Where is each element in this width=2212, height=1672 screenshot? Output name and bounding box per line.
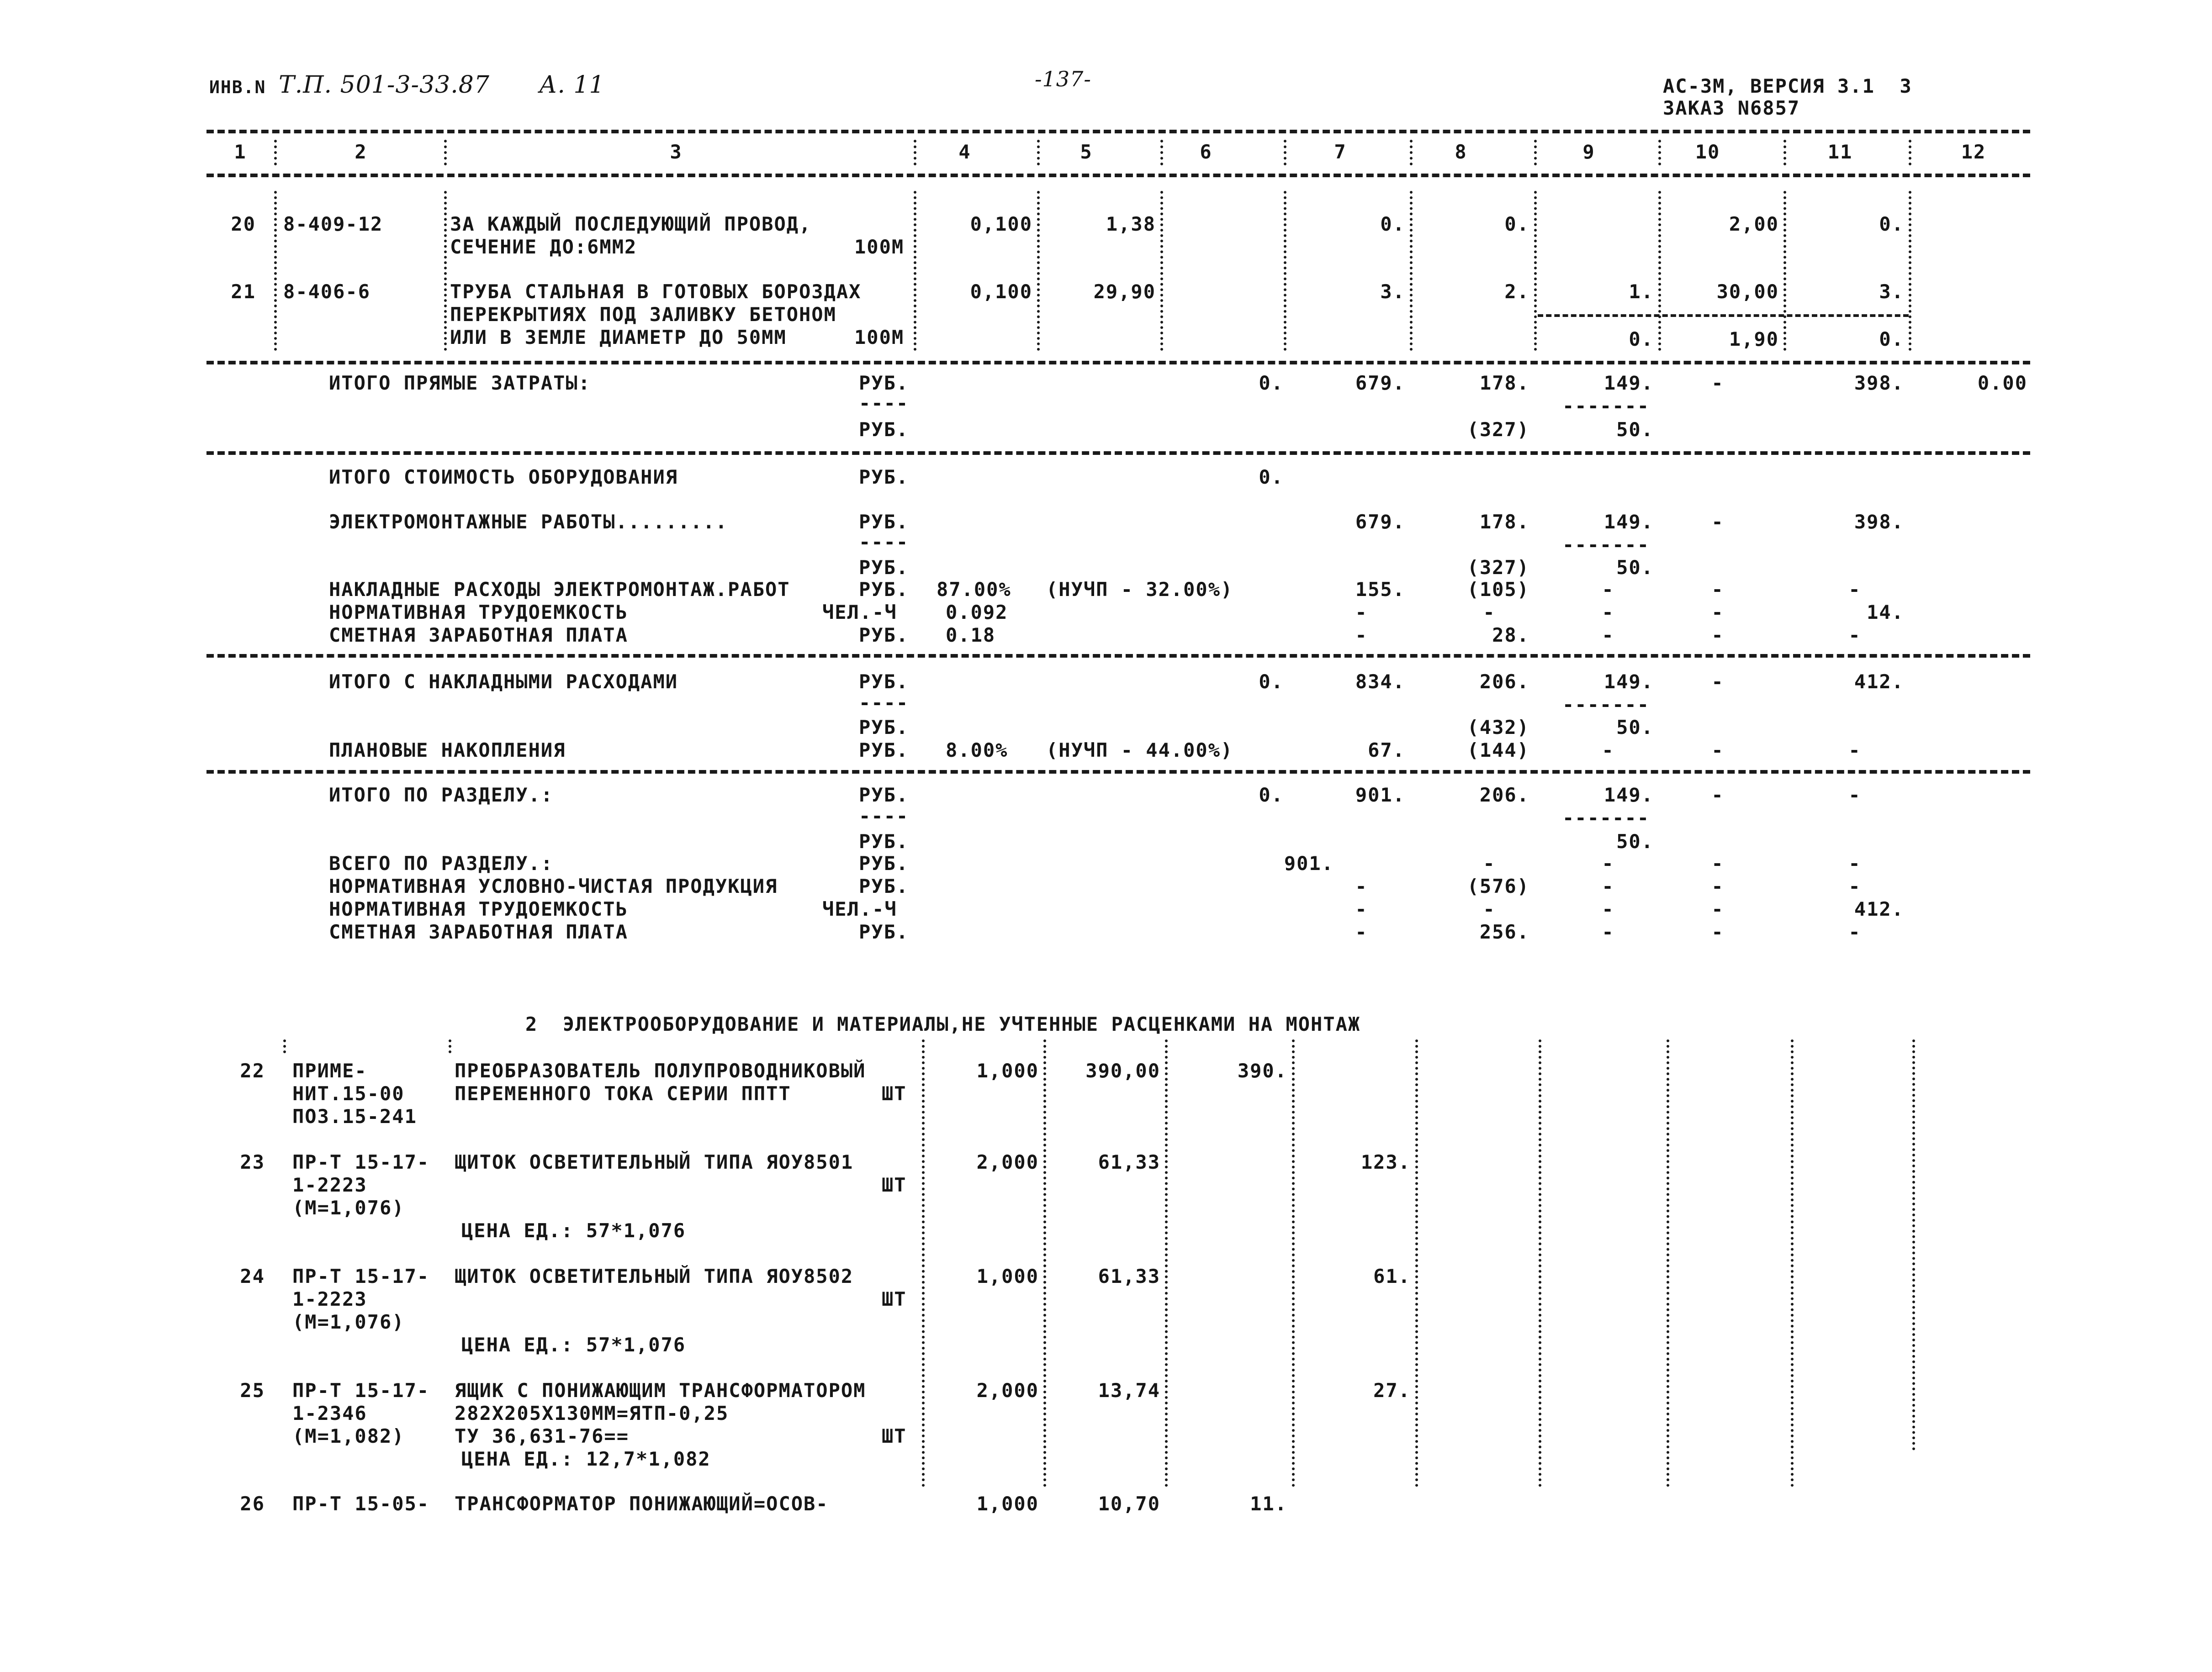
quantity: 2,000: [976, 1151, 1039, 1173]
dash-marker: -------: [1562, 693, 1650, 716]
cost-col7: 3.: [1380, 280, 1405, 303]
total-label: ЭЛЕКТРОМОНТАЖНЫЕ РАБОТЫ.........: [329, 511, 728, 533]
value-col7: 901.: [1355, 784, 1405, 806]
value-col11: -: [1848, 784, 1861, 806]
value-col8: 256.: [1479, 921, 1529, 943]
row-number: 20: [231, 213, 256, 235]
total-label: СМЕТНАЯ ЗАРАБОТНАЯ ПЛАТА: [329, 624, 628, 646]
column-number: 5: [1080, 141, 1093, 163]
value-col7: -: [1355, 601, 1368, 623]
item-description: ТРАНСФОРМАТОР ПОНИЖАЮЩИЙ=ОСОВ-: [455, 1493, 829, 1515]
cost-col10: 2,00: [1729, 213, 1779, 235]
rate-note: (НУЧП - 44.00%): [1046, 739, 1233, 761]
unit: РУБ.: [859, 511, 909, 533]
value-col6: 0.: [1259, 372, 1284, 394]
column-separator: [274, 140, 277, 165]
quantity: 1,000: [976, 1060, 1039, 1082]
value-col7: -: [1355, 875, 1368, 897]
column-separator: [1284, 140, 1286, 165]
value-col10: -: [1711, 739, 1724, 761]
unit-price: 61,33: [1098, 1265, 1160, 1287]
value-col9: -: [1602, 852, 1614, 875]
value-col8: 178.: [1479, 372, 1529, 394]
cost-col7: 0.: [1380, 213, 1405, 235]
dash-marker: ----: [859, 805, 909, 827]
value-col11: -: [1848, 875, 1861, 897]
column-separator: [1667, 1039, 1669, 1487]
quantity: 1,000: [976, 1493, 1039, 1515]
total-label: ИТОГО ПРЯМЫЕ ЗАТРАТЫ:: [329, 372, 591, 394]
value-col10: -: [1711, 578, 1724, 601]
row-number: 26: [240, 1493, 265, 1515]
column-separator: [1160, 191, 1163, 351]
work-description: СЕЧЕНИЕ ДО:6ММ2: [450, 236, 637, 258]
unit: РУБ.: [859, 556, 909, 579]
item-description: ЩИТОК ОСВЕТИТЕЛЬНЫЙ ТИПА ЯОУ8502: [455, 1265, 854, 1287]
total-cost: 27.: [1373, 1379, 1411, 1402]
work-description: ИЛИ В ЗЕМЛЕ ДИАМЕТР ДО 50ММ: [450, 326, 787, 348]
value-col8: -: [1483, 601, 1496, 623]
page-number: -137-: [1035, 67, 1091, 91]
total-label: ИТОГО С НАКЛАДНЫМИ РАСХОДАМИ: [329, 670, 678, 693]
column-number: 2: [355, 141, 367, 163]
value-col7: -: [1355, 921, 1368, 943]
item-description: ЯЩИК С ПОНИЖАЮЩИМ ТРАНСФОРМАТОРОМ: [455, 1379, 866, 1402]
column-separator: [1783, 140, 1786, 165]
unit: РУБ.: [859, 716, 909, 738]
column-separator: [1909, 191, 1911, 351]
section-rule: [206, 361, 2030, 364]
rate-code: 1-2346: [292, 1402, 367, 1424]
unit-price: 10,70: [1098, 1493, 1160, 1515]
rate-code: 8-409-12: [283, 213, 383, 235]
value-col9: 50.: [1616, 556, 1654, 579]
unit: РУБ.: [859, 739, 909, 761]
item-description: ПЕРЕМЕННОГО ТОКА СЕРИИ ППТТ: [455, 1082, 791, 1105]
rate-code: НИТ.15-00: [292, 1082, 405, 1105]
rate-percent: 0.18: [946, 624, 996, 646]
value-col11: -: [1848, 852, 1861, 875]
value-col10: -: [1711, 852, 1724, 875]
rate-code: ПР-Т 15-17-: [292, 1151, 430, 1173]
column-separator: [1043, 1039, 1046, 1487]
column-separator: [1165, 1039, 1168, 1487]
rate-note: (НУЧП - 32.00%): [1046, 578, 1233, 601]
rate-code: ПРИМЕ-: [292, 1060, 367, 1082]
column-number: 9: [1582, 141, 1595, 163]
value-col9: -: [1602, 578, 1614, 601]
unit: РУБ.: [859, 578, 909, 601]
total-label: НАКЛАДНЫЕ РАСХОДЫ ЭЛЕКТРОМОНТАЖ.РАБОТ: [329, 578, 790, 601]
value-col9: -: [1602, 875, 1614, 897]
item-description: ЩИТОК ОСВЕТИТЕЛЬНЫЙ ТИПА ЯОУ8501: [455, 1151, 854, 1173]
column-separator: [1912, 1039, 1915, 1450]
quantity: 0,100: [970, 213, 1032, 235]
column-separator: [1160, 140, 1163, 165]
unit-price: 29,90: [1093, 280, 1156, 303]
value-col10: -: [1711, 875, 1724, 897]
quantity: 1,000: [976, 1265, 1039, 1287]
value-col9: -: [1602, 921, 1614, 943]
dash-marker: -------: [1562, 807, 1650, 829]
value-col10: -: [1711, 511, 1724, 533]
column-number: 8: [1455, 141, 1467, 163]
version-info: АС-3М, ВЕРСИЯ 3.1 3: [1663, 75, 1912, 97]
value-col9: 149.: [1603, 670, 1654, 693]
header-top-rule: [206, 130, 2030, 133]
value-col6: 901.: [1284, 852, 1334, 875]
quantity: 2,000: [976, 1379, 1039, 1402]
value-col11: 412.: [1854, 898, 1904, 920]
row-number: 24: [240, 1265, 265, 1287]
column-number: 3: [670, 141, 683, 163]
unit: РУБ.: [859, 875, 909, 897]
value-col7: 834.: [1355, 670, 1405, 693]
unit: ШТ: [882, 1425, 907, 1447]
value-col10: -: [1711, 601, 1724, 623]
total-label: ИТОГО СТОИМОСТЬ ОБОРУДОВАНИЯ: [329, 466, 678, 488]
item-description: 282Х205Х130ММ=ЯТП-0,25: [455, 1402, 729, 1424]
unit-price: 390,00: [1085, 1060, 1160, 1082]
value-col11: 398.: [1854, 372, 1904, 394]
unit: РУБ.: [859, 830, 909, 853]
value-col11: -: [1848, 624, 1861, 646]
unit: ШТ: [882, 1174, 907, 1196]
unit: РУБ.: [859, 784, 909, 806]
value-col8: -: [1483, 852, 1496, 875]
column-separator: [1658, 140, 1661, 165]
unit: ШТ: [882, 1082, 907, 1105]
unit: ШТ: [882, 1288, 907, 1310]
value-col10: -: [1711, 921, 1724, 943]
unit-price: 13,74: [1098, 1379, 1160, 1402]
price-note: ЦЕНА ЕД.: 12,7*1,082: [461, 1448, 711, 1470]
cost-col11: 0.: [1879, 213, 1904, 235]
column-number: 10: [1695, 141, 1720, 163]
value-col10: -: [1711, 898, 1724, 920]
total-cost: 390.: [1237, 1060, 1287, 1082]
inventory-label: ИНВ.N: [209, 77, 266, 97]
cost-col8: 2.: [1504, 280, 1529, 303]
column-separator: [444, 140, 447, 165]
section-rule: [206, 451, 2030, 455]
column-separator: [1534, 140, 1537, 165]
total-label: ПЛАНОВЫЕ НАКОПЛЕНИЯ: [329, 739, 566, 761]
column-separator: [449, 1039, 451, 1053]
value-col8: (105): [1467, 578, 1529, 601]
value-col10: -: [1711, 372, 1724, 394]
album-number: А. 11: [539, 71, 605, 99]
column-number: 11: [1827, 141, 1853, 163]
price-note: ЦЕНА ЕД.: 57*1,076: [461, 1334, 686, 1356]
value-col7: -: [1355, 898, 1368, 920]
cost-col9: 0.: [1629, 328, 1654, 350]
row-number: 22: [240, 1060, 265, 1082]
unit: РУБ.: [859, 624, 909, 646]
column-separator: [1037, 191, 1040, 351]
rate-code: 1-2223: [292, 1174, 367, 1196]
total-label: НОРМАТИВНАЯ УСЛОВНО-ЧИСТАЯ ПРОДУКЦИЯ: [329, 875, 778, 897]
column-separator: [1037, 140, 1040, 165]
header-bottom-rule: [206, 174, 2030, 177]
dash-marker: -------: [1562, 395, 1650, 417]
value-col11: 412.: [1854, 670, 1904, 693]
section-title: 2 ЭЛЕКТРООБОРУДОВАНИЕ И МАТЕРИАЛЫ,НЕ УЧТЕННЫЕ РАСЦЕНКАМИ НА МОНТАЖ: [525, 1013, 1361, 1035]
value-col7: 67.: [1368, 739, 1405, 761]
value-col8: (144): [1467, 739, 1529, 761]
rate-code: (М=1,076): [292, 1311, 405, 1333]
column-separator: [1534, 191, 1537, 351]
item-description: ПРЕОБРАЗОВАТЕЛЬ ПОЛУПРОВОДНИКОВЫЙ: [455, 1060, 866, 1082]
value-col10: -: [1711, 670, 1724, 693]
value-col8: (432): [1467, 716, 1529, 738]
rate-code: ПОЗ.15-241: [292, 1105, 417, 1128]
rate-percent: 87.00%: [937, 578, 1011, 601]
dash-marker: -------: [1562, 533, 1650, 556]
value-col9: -: [1602, 739, 1614, 761]
column-separator: [914, 191, 916, 351]
value-col9: -: [1602, 624, 1614, 646]
unit: РУБ.: [859, 466, 909, 488]
total-label: СМЕТНАЯ ЗАРАБОТНАЯ ПЛАТА: [329, 921, 628, 943]
total-label: ВСЕГО ПО РАЗДЕЛУ.:: [329, 852, 554, 875]
value-col8: (576): [1467, 875, 1529, 897]
item-description: ТУ 36,631-76==: [455, 1425, 630, 1447]
cost-col8: 0.: [1504, 213, 1529, 235]
value-col9: 149.: [1603, 511, 1654, 533]
column-separator: [1410, 140, 1413, 165]
price-note: ЦЕНА ЕД.: 57*1,076: [461, 1219, 686, 1242]
unit: РУБ.: [859, 921, 909, 943]
unit: 100М: [854, 326, 905, 348]
unit: ЧЕЛ.-Ч: [822, 601, 897, 623]
quantity: 0,100: [970, 280, 1032, 303]
rate-code: ПР-Т 15-05-: [292, 1493, 430, 1515]
value-col8: -: [1483, 898, 1496, 920]
cost-col10: 30,00: [1716, 280, 1779, 303]
unit-price: 61,33: [1098, 1151, 1160, 1173]
value-col9: 149.: [1603, 784, 1654, 806]
column-separator: [1284, 191, 1286, 351]
unit: ЧЕЛ.-Ч: [822, 898, 897, 920]
value-col8: 178.: [1479, 511, 1529, 533]
value-col9: 149.: [1603, 372, 1654, 394]
total-cost: 123.: [1360, 1151, 1411, 1173]
cost-col11: 3.: [1879, 280, 1904, 303]
value-col8: (327): [1467, 418, 1529, 441]
value-col9: 50.: [1616, 418, 1654, 441]
work-description: ТРУБА СТАЛЬНАЯ В ГОТОВЫХ БОРОЗДАХ: [450, 280, 862, 303]
column-number: 12: [1961, 141, 1986, 163]
rate-percent: 0.092: [946, 601, 1008, 623]
dash-marker: ----: [859, 531, 909, 553]
cost-col9: 1.: [1629, 280, 1654, 303]
unit: РУБ.: [859, 372, 909, 394]
value-col11: -: [1848, 739, 1861, 761]
value-col8: 206.: [1479, 784, 1529, 806]
unit: РУБ.: [859, 852, 909, 875]
value-col11: 398.: [1854, 511, 1904, 533]
column-separator: [1658, 191, 1661, 351]
column-number: 6: [1200, 141, 1212, 163]
column-number: 4: [958, 141, 971, 163]
column-separator: [1415, 1039, 1418, 1487]
total-label: ИТОГО ПО РАЗДЕЛУ.:: [329, 784, 554, 806]
column-separator: [1410, 191, 1413, 351]
row-number: 21: [231, 280, 256, 303]
value-col9: -: [1602, 601, 1614, 623]
value-col11: 14.: [1867, 601, 1904, 623]
value-col9: 50.: [1616, 716, 1654, 738]
column-separator: [1791, 1039, 1794, 1487]
column-separator: [1783, 191, 1786, 351]
rate-code: (М=1,082): [292, 1425, 405, 1447]
value-col9: 50.: [1616, 830, 1654, 853]
total-label: НОРМАТИВНАЯ ТРУДОЕМКОСТЬ: [329, 601, 628, 623]
work-description: ЗА КАЖДЫЙ ПОСЛЕДУЮЩИЙ ПРОВОД,: [450, 213, 812, 235]
section-rule: [206, 770, 2030, 774]
column-number: 1: [234, 141, 247, 163]
rate-code: 1-2223: [292, 1288, 367, 1310]
column-separator: [1539, 1039, 1541, 1487]
column-separator: [1909, 140, 1911, 165]
unit: РУБ.: [859, 670, 909, 693]
row-number: 23: [240, 1151, 265, 1173]
cost-col10: 1,90: [1729, 328, 1779, 350]
column-separator: [274, 191, 277, 351]
dash-marker: ----: [859, 392, 909, 414]
value-col8: 206.: [1479, 670, 1529, 693]
value-col10: -: [1711, 784, 1724, 806]
column-number: 7: [1334, 141, 1347, 163]
rate-code: ПР-Т 15-17-: [292, 1379, 430, 1402]
column-separator: [444, 191, 447, 351]
value-col7: -: [1355, 624, 1368, 646]
total-cost: 11.: [1250, 1493, 1287, 1515]
value-col11: -: [1848, 578, 1861, 601]
value-col12: 0.00: [1977, 372, 2027, 394]
value-col7: 679.: [1355, 372, 1405, 394]
value-col7: 679.: [1355, 511, 1405, 533]
column-separator: [283, 1039, 286, 1053]
work-description: ПЕРЕКРЫТИЯХ ПОД ЗАЛИВКУ БЕТОНОМ: [450, 303, 836, 326]
column-separator: [1292, 1039, 1295, 1487]
value-col6: 0.: [1259, 670, 1284, 693]
unit: 100М: [854, 236, 905, 258]
value-col8: 28.: [1492, 624, 1529, 646]
cost-col11: 0.: [1879, 328, 1904, 350]
value-col7: 155.: [1355, 578, 1405, 601]
value-col8: (327): [1467, 556, 1529, 579]
rate-code: 8-406-6: [283, 280, 371, 303]
column-separator: [914, 140, 916, 165]
unit-price: 1,38: [1106, 213, 1156, 235]
order-number: ЗАКАЗ N6857: [1663, 97, 1800, 119]
value-col6: 0.: [1259, 466, 1284, 488]
rate-code: ПР-Т 15-17-: [292, 1265, 430, 1287]
row-number: 25: [240, 1379, 265, 1402]
subtotal-rule: [1538, 314, 1909, 317]
total-label: НОРМАТИВНАЯ ТРУДОЕМКОСТЬ: [329, 898, 628, 920]
unit: РУБ.: [859, 418, 909, 441]
value-col10: -: [1711, 624, 1724, 646]
value-col9: -: [1602, 898, 1614, 920]
section-rule: [206, 654, 2030, 658]
column-separator: [922, 1039, 925, 1487]
rate-percent: 8.00%: [946, 739, 1008, 761]
dash-marker: ----: [859, 691, 909, 714]
project-code: Т.П. 501-3-33.87: [279, 71, 490, 99]
total-cost: 61.: [1373, 1265, 1411, 1287]
value-col6: 0.: [1259, 784, 1284, 806]
rate-code: (М=1,076): [292, 1197, 405, 1219]
value-col11: -: [1848, 921, 1861, 943]
